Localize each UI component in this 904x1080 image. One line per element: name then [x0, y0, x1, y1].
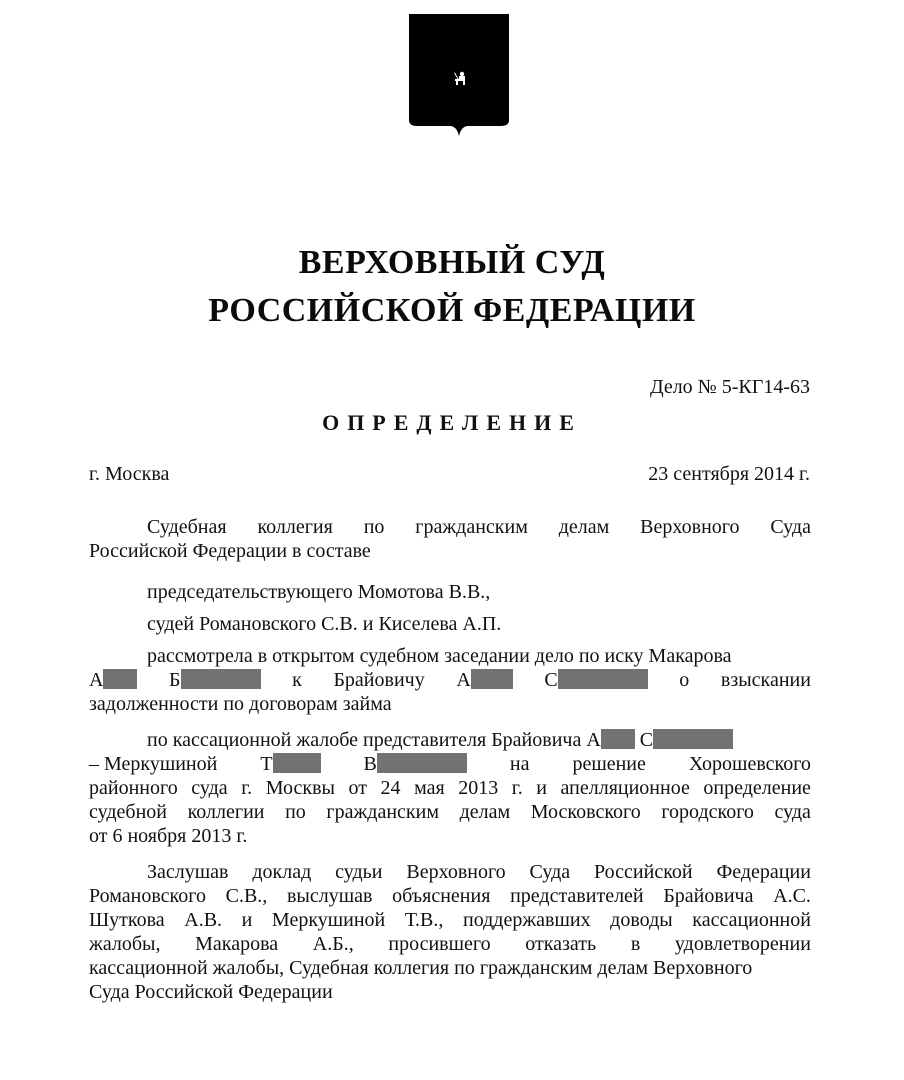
city: г. Москва: [89, 463, 170, 485]
court-title-line1: ВЕРХОВНЫЙ СУД: [298, 244, 606, 281]
redaction-box: [181, 669, 261, 689]
redaction-box: [103, 669, 137, 689]
judges: судей Романовского С.В. и Киселева А.П.: [147, 613, 502, 635]
paragraph-line: Суда Российской Федерации: [89, 981, 333, 1003]
paragraph-line: – Меркушиной Т В на решение Хорошевского: [89, 753, 811, 775]
paragraph-line: задолженности по договорам займа: [89, 693, 392, 715]
document-type: ОПРЕДЕЛЕНИЕ: [322, 410, 582, 435]
paragraph-claim: [89, 644, 811, 716]
paragraph-line: кассационной жалобы, Судебная коллегия по гражданским делам Верховного: [89, 957, 753, 979]
document-date: 23 сентября 2014 г.: [648, 463, 810, 485]
redaction-box: [377, 753, 467, 773]
paragraph-line: судебной коллегии по гражданским делам Московского городского суда: [89, 801, 811, 823]
redaction-box: [558, 669, 648, 689]
paragraph-appeal: [89, 728, 811, 848]
paragraph-line: Заслушав доклад судьи Верховного Суда Российской Федерации: [147, 861, 811, 883]
paragraph-line: Романовского С.В., выслушав объяснения представителей Брайовича А.С.: [89, 885, 811, 907]
paragraph-line: от 6 ноября 2013 г.: [89, 825, 248, 847]
redaction-box: [471, 669, 513, 689]
paragraph-line: районного суда г. Москвы от 24 мая 2013 г. и апелляционное определение: [89, 777, 811, 799]
redaction-box: [601, 729, 635, 749]
redaction-box: [653, 729, 733, 749]
paragraph-line: Судебная коллегия по гражданским делам Верховного Суда: [147, 516, 811, 538]
paragraph-line: жалобы, Макарова А.Б., просившего отказать в удовлетворении: [89, 933, 811, 955]
paragraph-line: по кассационной жалобе представителя Брайовича А С: [89, 728, 811, 752]
coat-of-arms-icon: [407, 12, 511, 138]
paragraph-line: Шуткова А.В. и Меркушиной Т.В., поддержавших доводы кассационной: [89, 909, 811, 931]
redaction-box: [273, 753, 321, 773]
paragraph-line: Российской Федерации в составе: [89, 540, 371, 562]
case-number: Дело № 5-КГ14-63: [649, 376, 810, 398]
court-title-line2: РОССИЙСКОЙ ФЕДЕРАЦИИ: [208, 292, 696, 329]
paragraph-line: А Б к Брайовичу А С о взыскании: [89, 669, 811, 691]
presiding-judge: председательствующего Момотова В.В.,: [147, 581, 491, 603]
paragraph-panel: [89, 515, 811, 563]
paragraph-line: рассмотрела в открытом судебном заседании дело по иску Макарова: [147, 645, 732, 667]
paragraph-hearing: [89, 860, 811, 1004]
